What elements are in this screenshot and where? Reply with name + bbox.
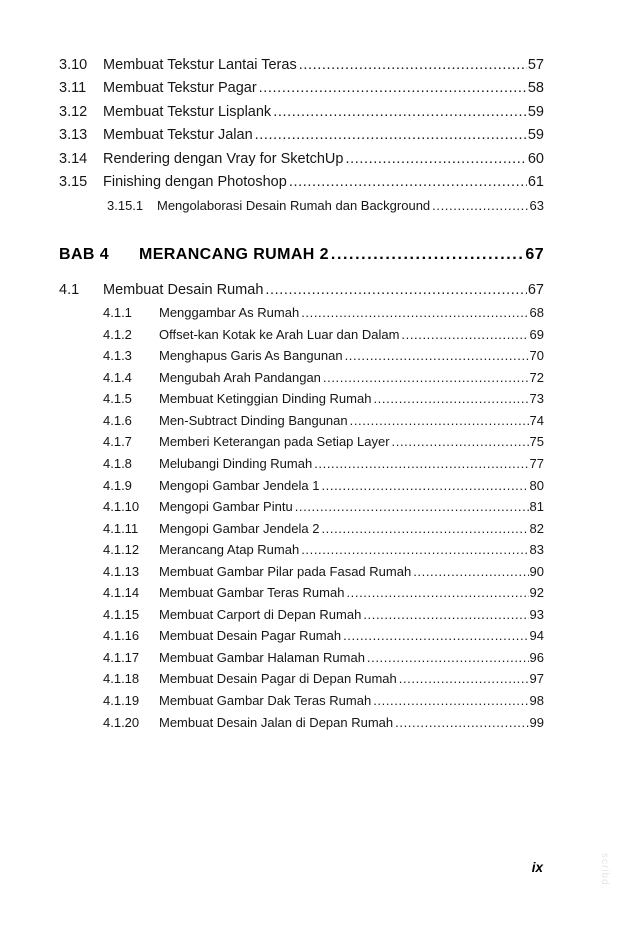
toc-entry-page: 93 <box>529 606 544 622</box>
toc-entry-title: Memberi Keterangan pada Setiap Layer <box>159 434 390 450</box>
dot-leader <box>273 101 527 124</box>
toc-entry-page: 69 <box>529 326 544 342</box>
toc-entry <box>103 690 544 712</box>
toc-entry <box>103 518 544 540</box>
toc-entry <box>59 171 544 194</box>
toc-entry-page: 99 <box>529 714 544 730</box>
toc-entry-number: 4.1.11 <box>103 520 139 536</box>
toc-entry-title: Menggambar As Rumah <box>159 305 300 321</box>
toc-entry-title: Membuat Carport di Depan Rumah <box>159 606 362 622</box>
toc-entry <box>103 625 544 647</box>
toc-entry-page: 96 <box>529 649 544 665</box>
toc-entry-number: BAB 4 <box>59 245 110 263</box>
toc-entry-number: 3.11 <box>59 80 87 97</box>
dot-leader <box>301 302 528 324</box>
edge-watermark: scribd. <box>599 853 610 890</box>
dot-leader <box>331 240 524 270</box>
dot-leader <box>314 453 528 475</box>
dot-leader <box>363 604 528 626</box>
toc-entry-title: Membuat Desain Jalan di Depan Rumah <box>159 714 394 730</box>
toc-entry <box>103 367 544 389</box>
dot-leader <box>295 496 529 518</box>
dot-leader <box>343 625 528 647</box>
toc-entry-number: 4.1.18 <box>103 671 140 687</box>
toc-entry-number: 4.1.4 <box>103 369 132 385</box>
dot-leader <box>301 539 528 561</box>
toc-entry <box>103 345 544 367</box>
toc-entry <box>59 101 544 124</box>
toc-entry-page: 63 <box>529 198 544 214</box>
toc-entry <box>103 647 544 669</box>
toc-entry-title: Mengopi Gambar Jendela 1 <box>159 477 320 493</box>
dot-leader <box>401 324 528 346</box>
toc-entry-page: 70 <box>529 348 544 364</box>
toc-entry-number: 4.1.12 <box>103 542 140 558</box>
toc-entry-title: Membuat Gambar Teras Rumah <box>159 585 345 601</box>
toc-entry-number: 4.1.7 <box>103 434 132 450</box>
toc-entry-title: Merancang Atap Rumah <box>159 542 300 558</box>
toc-entry-title: Offset-kan Kotak ke Arah Luar dan Dalam <box>159 326 400 342</box>
toc-entry-number: 4.1.2 <box>103 326 132 342</box>
toc-entry <box>103 324 544 346</box>
toc-entry-title: Membuat Desain Rumah <box>103 281 264 298</box>
toc-entry-number: 4.1.14 <box>103 585 140 601</box>
toc-entry-number: 3.13 <box>59 127 88 144</box>
toc-entry <box>107 194 544 217</box>
toc-entry <box>59 124 544 147</box>
toc-entry-title: Finishing dengan Photoshop <box>103 173 287 190</box>
dot-leader <box>321 518 528 540</box>
toc-entry <box>59 77 544 100</box>
toc-entry <box>103 561 544 583</box>
toc-entry-title: Membuat Gambar Pilar pada Fasad Rumah <box>159 563 412 579</box>
toc-entry <box>103 431 544 453</box>
toc-entry-number: 4.1.13 <box>103 563 140 579</box>
toc-entry-page: 75 <box>529 434 544 450</box>
toc-entry-page: 60 <box>527 150 544 167</box>
toc-entry-page: 68 <box>529 305 544 321</box>
toc-entry-page: 98 <box>529 692 544 708</box>
toc-entry-title: Membuat Desain Pagar di Depan Rumah <box>159 671 397 687</box>
toc-entry <box>59 54 544 77</box>
dot-leader <box>345 345 529 367</box>
toc-entry-number: 3.15.1 <box>107 198 144 214</box>
toc-entry-page: 97 <box>529 671 544 687</box>
toc-entry <box>103 604 544 626</box>
toc-entry-title: Membuat Desain Pagar Rumah <box>159 628 342 644</box>
toc-entry-title: Mengopi Gambar Jendela 2 <box>159 520 320 536</box>
dot-leader <box>367 647 529 669</box>
toc-entry-page: 90 <box>529 563 544 579</box>
toc-entry-number: 3.15 <box>59 173 88 190</box>
toc-entry-number: 3.14 <box>59 150 88 167</box>
dot-leader <box>373 388 528 410</box>
toc-entry-page: 59 <box>527 127 544 144</box>
toc-entry-page: 61 <box>527 173 544 190</box>
toc-entry-title: Membuat Tekstur Pagar <box>103 80 257 97</box>
dot-leader <box>255 124 527 147</box>
toc-entry-title: Membuat Gambar Halaman Rumah <box>159 649 365 665</box>
toc-entry-title: Membuat Ketinggian Dinding Rumah <box>159 391 372 407</box>
toc-entry-page: 73 <box>529 391 544 407</box>
toc-entry-number: 4.1.10 <box>103 499 140 515</box>
toc-entry <box>103 453 544 475</box>
dot-leader <box>373 690 528 712</box>
toc-entry-title: Membuat Tekstur Jalan <box>103 127 253 144</box>
toc-entry-title: Membuat Tekstur Lantai Teras <box>103 57 297 73</box>
toc-entry <box>103 712 544 734</box>
toc-entry-page: 67 <box>527 281 544 298</box>
toc-entry-page: 72 <box>529 369 544 385</box>
dot-leader <box>321 475 528 497</box>
toc-entry-number: 4.1.16 <box>103 628 140 644</box>
toc-entry-number: 4.1.1 <box>103 305 132 321</box>
toc-entry <box>103 410 544 432</box>
toc-entry <box>59 148 544 171</box>
dot-leader <box>392 431 529 453</box>
toc-entry-number: 4.1.6 <box>103 412 132 428</box>
toc-entry-number: 4.1.15 <box>103 606 140 622</box>
toc-entry-number: 3.12 <box>59 103 88 120</box>
dot-leader <box>395 712 528 734</box>
toc-entry <box>103 582 544 604</box>
toc-entry-title: Mengolaborasi Desain Rumah dan Background <box>157 198 431 214</box>
dot-leader <box>299 54 527 77</box>
toc-entry-page: 77 <box>529 455 544 471</box>
dot-leader <box>265 279 526 302</box>
toc-entry-number: 4.1.5 <box>103 391 132 407</box>
dot-leader <box>432 194 528 217</box>
toc-entry-page: 81 <box>529 499 544 515</box>
dot-leader <box>399 668 529 690</box>
dot-leader <box>350 410 529 432</box>
toc-entry-page: 58 <box>527 80 544 97</box>
dot-leader <box>259 77 527 100</box>
toc-entry-page: 57 <box>527 57 544 73</box>
toc-entry <box>103 668 544 690</box>
toc-entry-number: 4.1.8 <box>103 455 132 471</box>
toc-entry-page: 82 <box>529 520 544 536</box>
dot-leader <box>345 148 526 171</box>
toc-entry <box>103 496 544 518</box>
toc-entry-title: Membuat Tekstur Lisplank <box>103 103 272 120</box>
toc-entry-page: 74 <box>529 412 544 428</box>
toc-entry-number: 4.1.19 <box>103 692 140 708</box>
toc-entry-page: 59 <box>527 103 544 120</box>
toc-entry <box>103 302 544 324</box>
toc-entry <box>59 240 544 270</box>
toc-list <box>59 54 544 733</box>
dot-leader <box>346 582 528 604</box>
toc-entry-number: 3.10 <box>59 57 88 73</box>
toc-entry-title: Mengopi Gambar Pintu <box>159 499 293 515</box>
toc-entry-title: Mengubah Arah Pandangan <box>159 369 321 385</box>
toc-entry-page: 94 <box>529 628 544 644</box>
toc-entry-page: 80 <box>529 477 544 493</box>
toc-entry-title: Men-Subtract Dinding Bangunan <box>159 412 348 428</box>
dot-leader <box>289 171 527 194</box>
page-number: ix <box>531 860 543 875</box>
dot-leader <box>323 367 529 389</box>
toc-entry <box>59 279 544 302</box>
toc-entry-title: Membuat Gambar Dak Teras Rumah <box>159 692 372 708</box>
toc-entry-number: 4.1 <box>59 281 80 298</box>
toc-entry-number: 4.1.17 <box>103 649 140 665</box>
toc-entry-page: 67 <box>525 245 544 263</box>
dot-leader <box>413 561 528 583</box>
toc-entry-page: 83 <box>529 542 544 558</box>
toc-entry-title: Rendering dengan Vray for SketchUp <box>103 150 344 167</box>
toc-entry-number: 4.1.3 <box>103 348 132 364</box>
toc-entry-title: Menghapus Garis As Bangunan <box>159 348 343 364</box>
toc-entry <box>103 475 544 497</box>
toc-entry-title: Melubangi Dinding Rumah <box>159 455 313 471</box>
toc-entry <box>103 388 544 410</box>
toc-entry-page: 92 <box>529 585 544 601</box>
toc-entry-title: MERANCANG RUMAH 2 <box>139 245 329 263</box>
toc-entry <box>103 539 544 561</box>
toc-entry-number: 4.1.20 <box>103 714 140 730</box>
toc-entry-number: 4.1.9 <box>103 477 132 493</box>
